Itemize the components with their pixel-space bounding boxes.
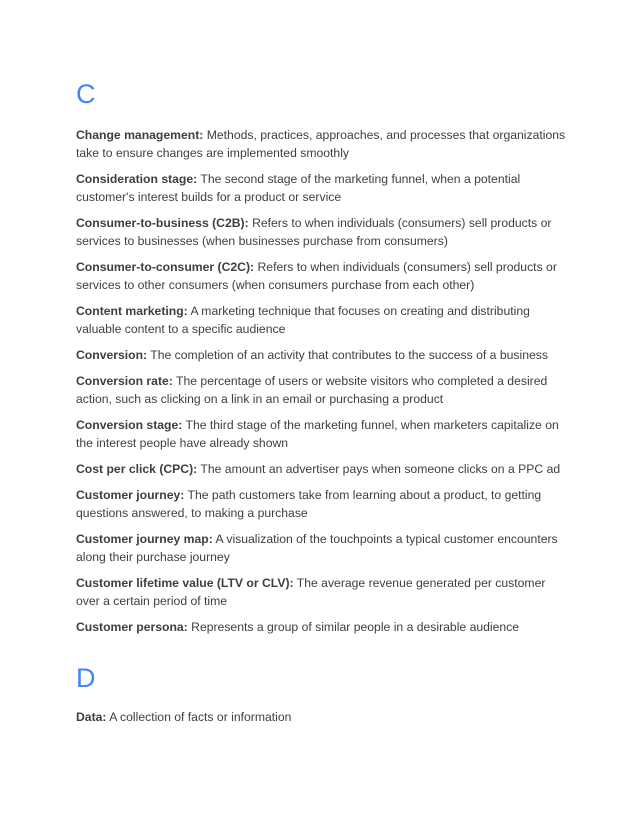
glossary-definition: The third stage of the marketing funnel, when marketers capitalize on the interest people have already shown [76, 418, 559, 450]
glossary-definition: The second stage of the marketing funnel, when a potential customer's interest builds for a product or service [76, 172, 521, 204]
glossary-entry [76, 574, 566, 610]
glossary-term: Customer persona: [76, 620, 188, 634]
section-letter-heading: D [76, 663, 96, 693]
glossary-term: Cost per click (CPC): [76, 462, 198, 476]
glossary-content [76, 72, 566, 734]
section-letter-heading: C [76, 79, 96, 109]
section-c [76, 78, 566, 636]
glossary-term: Data: [76, 710, 107, 724]
glossary-definition: Refers to when individuals (consumers) sell products or services to other consumers (when consumers purchase from each other) [76, 260, 557, 292]
glossary-entry [76, 708, 566, 726]
glossary-definition: A collection of facts or information [109, 710, 292, 724]
glossary-definition: The average revenue generated per customer over a certain period of time [76, 576, 546, 608]
glossary-term: Customer journey map: [76, 532, 213, 546]
glossary-definition: A marketing technique that focuses on creating and distributing valuable content to a specific audience [76, 304, 530, 336]
glossary-term: Customer journey: [76, 488, 185, 502]
glossary-definition: The percentage of users or website visitors who completed a desired action, such as clicking on a link in an email or purchasing a product [76, 374, 548, 406]
glossary-term: Content marketing: [76, 304, 188, 318]
glossary-entry [76, 346, 566, 364]
glossary-entry [76, 170, 566, 206]
glossary-definition: Refers to when individuals (consumers) sell products or services to businesses (when businesses purchase from consumers) [76, 216, 552, 248]
glossary-definition: Methods, practices, approaches, and processes that organizations take to ensure changes are implemented smoothly [76, 128, 566, 160]
glossary-entry [76, 126, 566, 162]
glossary-term: Consumer-to-consumer (C2C): [76, 260, 255, 274]
glossary-entry [76, 258, 566, 294]
glossary-term: Conversion stage: [76, 418, 183, 432]
glossary-entry [76, 618, 566, 636]
glossary-entry [76, 486, 566, 522]
glossary-entry [76, 460, 566, 478]
section-d [76, 662, 566, 726]
glossary-definition: The amount an advertiser pays when someone clicks on a PPC ad [200, 462, 561, 476]
glossary-term: Change management: [76, 128, 204, 142]
glossary-entry [76, 416, 566, 452]
glossary-definition: The completion of an activity that contributes to the success of a business [150, 348, 548, 362]
glossary-entry [76, 530, 566, 566]
glossary-term: Conversion rate: [76, 374, 173, 388]
glossary-entry [76, 372, 566, 408]
glossary-entry [76, 214, 566, 250]
glossary-definition: Represents a group of similar people in a desirable audience [191, 620, 520, 634]
glossary-term: Consideration stage: [76, 172, 198, 186]
glossary-definition: A visualization of the touchpoints a typical customer encounters along their purchase journey [76, 532, 558, 564]
glossary-term: Consumer-to-business (C2B): [76, 216, 249, 230]
glossary-term: Conversion: [76, 348, 148, 362]
glossary-term: Customer lifetime value (LTV or CLV): [76, 576, 294, 590]
glossary-definition: The path customers take from learning about a product, to getting questions answered, to making a purchase [76, 488, 542, 520]
glossary-entry [76, 302, 566, 338]
